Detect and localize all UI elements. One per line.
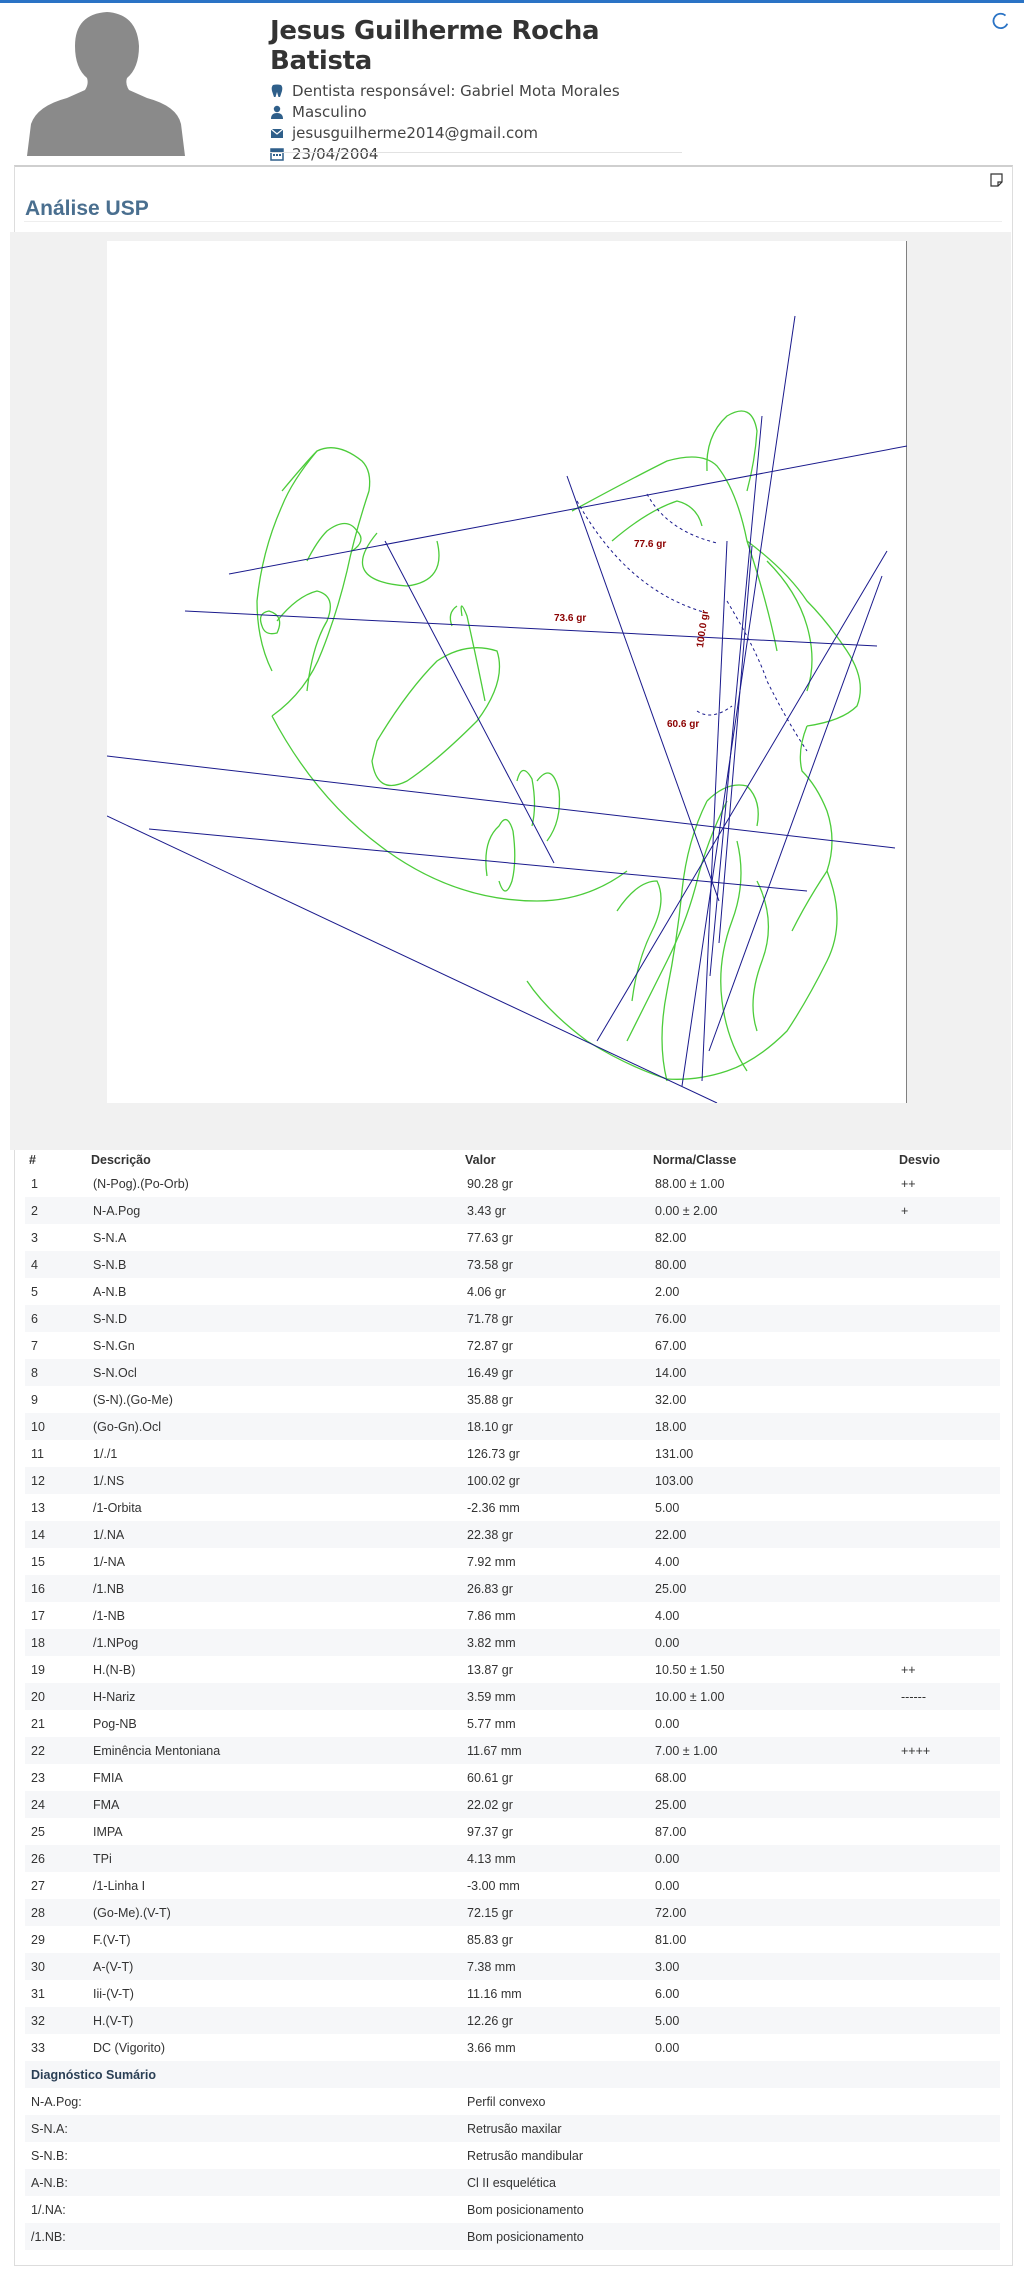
cell-description: 1/.NS: [87, 1467, 461, 1494]
cell-number: 27: [31, 1878, 45, 1893]
cell-number: 19: [31, 1662, 45, 1677]
cell-deviation: [895, 1575, 1000, 1602]
table-row: [25, 1494, 1000, 1521]
cell-number: 10: [25, 1413, 87, 1440]
cell-value: 5.77 mm: [467, 1716, 516, 1731]
diagnosis-measure: A-N.B:: [25, 2169, 461, 2196]
cell-value: 18.10 gr: [461, 1413, 649, 1440]
cell-description: (S-N).(Go-Me): [93, 1392, 173, 1407]
cell-norm: 25.00: [649, 1575, 895, 1602]
angle-label: 100.0 gr: [695, 609, 712, 649]
cell-value: 4.06 gr: [467, 1284, 506, 1299]
cell-value: -3.00 mm: [467, 1878, 520, 1893]
cell-value: 11.67 mm: [461, 1737, 649, 1764]
cell-value: 11.16 mm: [467, 1986, 522, 2001]
table-row: [25, 2007, 1000, 2034]
cell-norm: 32.00: [655, 1392, 687, 1407]
table-row: [25, 1224, 1000, 1251]
cell-deviation: [895, 1899, 1000, 1926]
reference-lines: [107, 316, 907, 1103]
table-row: [25, 1818, 1000, 1845]
cell-deviation: ++++: [895, 1737, 1000, 1764]
cell-norm: 82.00: [655, 1230, 687, 1245]
table-row: [25, 1467, 1000, 1494]
cell-deviation: ------: [895, 1683, 1000, 1710]
diagnosis-measure: S-N.B:: [31, 2148, 68, 2163]
cell-description: (Go-Gn).Ocl: [87, 1413, 461, 1440]
cell-number: 21: [31, 1716, 45, 1731]
cell-number: 26: [25, 1845, 87, 1872]
email-row: [270, 122, 690, 143]
cell-value: 72.15 gr: [461, 1899, 649, 1926]
cell-number: 16: [25, 1575, 87, 1602]
cell-norm: 2.00: [655, 1284, 680, 1299]
cell-number: 15: [31, 1554, 45, 1569]
table-row: [25, 1359, 1000, 1386]
cell-description: A-(V-T): [87, 1953, 461, 1980]
cell-norm: 103.00: [649, 1467, 895, 1494]
cell-number: 13: [31, 1500, 45, 1515]
cell-deviation: ++: [901, 1176, 916, 1191]
cell-value: 35.88 gr: [467, 1392, 513, 1407]
cell-value: 100.02 gr: [461, 1467, 649, 1494]
results-table: [25, 1150, 1000, 2250]
cell-value: 13.87 gr: [467, 1662, 513, 1677]
diagnosis-result: Retrusão mandibular: [467, 2148, 584, 2163]
cell-norm: 10.50 ± 1.50: [655, 1662, 725, 1677]
cell-number: 20: [25, 1683, 87, 1710]
tracing-svg: [107, 241, 907, 1103]
diagnosis-result: Bom posicionamento: [461, 2223, 1000, 2250]
cell-norm: 18.00: [649, 1413, 895, 1440]
cell-norm: 68.00: [655, 1770, 687, 1785]
cell-value: 7.92 mm: [467, 1554, 516, 1569]
cell-description: DC (Vigorito): [93, 2040, 166, 2055]
cell-norm: 76.00: [649, 1305, 895, 1332]
results-body: [25, 1170, 1000, 2061]
cell-description: /1-Linha I: [93, 1878, 146, 1893]
diagnosis-result: Bom posicionamento: [467, 2202, 584, 2217]
col-header-deviation: Desvio: [899, 1153, 940, 1167]
cell-deviation: [895, 1980, 1000, 2007]
table-row: [25, 1386, 1000, 1413]
cell-deviation: [895, 1629, 1000, 1656]
table-row: [25, 1953, 1000, 1980]
table-row: [25, 1845, 1000, 1872]
calendar-icon: [270, 147, 284, 161]
cephalometric-tracing: [107, 241, 907, 1103]
cell-deviation: [895, 1872, 1000, 1899]
table-row: [25, 2034, 1000, 2061]
cell-description: 1/./1: [93, 1446, 118, 1461]
diagnosis-measure: /1.NB:: [25, 2223, 461, 2250]
cell-value: -2.36 mm: [467, 1500, 520, 1515]
user-icon: [270, 105, 284, 119]
cell-value: 3.43 gr: [461, 1197, 649, 1224]
cell-deviation: [895, 1845, 1000, 1872]
cell-number: 33: [31, 2040, 45, 2055]
cell-norm: 87.00: [655, 1824, 687, 1839]
cell-number: 32: [25, 2007, 87, 2034]
cell-deviation: [895, 1332, 1000, 1359]
diagnosis-row: [25, 2115, 1000, 2142]
cell-value: 73.58 gr: [461, 1251, 649, 1278]
table-row: [25, 1737, 1000, 1764]
mail-icon: [270, 126, 284, 140]
cell-number: 14: [25, 1521, 87, 1548]
table-row: [25, 1791, 1000, 1818]
diagnosis-row: [25, 2142, 1000, 2169]
info-divider: [270, 152, 682, 153]
cell-description: Pog-NB: [93, 1716, 137, 1731]
cell-description: FMA: [87, 1791, 461, 1818]
cell-deviation: [895, 1305, 1000, 1332]
col-header-value: Valor: [465, 1153, 496, 1167]
panel-title: Análise USP: [25, 197, 149, 220]
diagnosis-measure: 1/.NA:: [31, 2202, 66, 2217]
cell-description: A-N.B: [93, 1284, 127, 1299]
cell-description: /1-Orbita: [93, 1500, 142, 1515]
cell-deviation: [895, 1251, 1000, 1278]
cell-value: 97.37 gr: [467, 1824, 513, 1839]
cell-description: /1.NPog: [87, 1629, 461, 1656]
birthdate-row: [270, 143, 690, 164]
cell-deviation: +: [895, 1197, 1000, 1224]
note-icon[interactable]: [990, 173, 1003, 187]
cell-deviation: [895, 1494, 1000, 1521]
table-row: [25, 1629, 1000, 1656]
diagnosis-result: Retrusão maxilar: [461, 2115, 1000, 2142]
cell-deviation: [895, 1359, 1000, 1386]
cell-value: 26.83 gr: [461, 1575, 649, 1602]
cell-description: FMIA: [93, 1770, 123, 1785]
cell-number: 5: [31, 1284, 38, 1299]
diagnosis-title: Diagnóstico Sumário: [25, 2061, 1000, 2088]
angle-label: 73.6 gr: [554, 613, 587, 624]
tracing-area: [10, 232, 1011, 1150]
cell-number: 28: [25, 1899, 87, 1926]
cell-norm: 10.00 ± 1.00: [649, 1683, 895, 1710]
col-header-number: #: [29, 1153, 36, 1167]
table-row: [25, 1305, 1000, 1332]
table-row: [25, 1251, 1000, 1278]
col-header-description: Descrição: [91, 1153, 151, 1167]
cell-description: H.(N-B): [93, 1662, 136, 1677]
col-header-norm: Norma/Classe: [653, 1153, 737, 1167]
cell-description: Eminência Mentoniana: [87, 1737, 461, 1764]
cell-deviation: [895, 1278, 1000, 1305]
table-row: [25, 1332, 1000, 1359]
cell-deviation: [895, 1791, 1000, 1818]
cell-norm: 131.00: [655, 1446, 694, 1461]
cell-norm: 4.00: [655, 1554, 680, 1569]
cell-description: 1/-NA: [93, 1554, 125, 1569]
cell-number: 17: [31, 1608, 45, 1623]
cell-description: N-A.Pog: [87, 1197, 461, 1224]
cell-value: 3.82 mm: [461, 1629, 649, 1656]
table-row: [25, 1926, 1000, 1953]
cell-description: S-N.Ocl: [87, 1359, 461, 1386]
cell-description: /1-NB: [93, 1608, 125, 1623]
table-row: [25, 1980, 1000, 2007]
diagnosis-measure: S-N.A:: [25, 2115, 461, 2142]
dentist-row: [270, 80, 690, 101]
cell-value: 77.63 gr: [467, 1230, 513, 1245]
angle-label: 60.6 gr: [667, 719, 700, 730]
diagnosis-body: [25, 2061, 1000, 2250]
table-row: [25, 1170, 1000, 1197]
gender-text: Masculino: [292, 102, 367, 121]
cell-norm: 0.00: [655, 1878, 680, 1893]
cell-norm: 0.00 ± 2.00: [649, 1197, 895, 1224]
cell-deviation: [895, 1602, 1000, 1629]
cell-norm: 25.00: [649, 1791, 895, 1818]
cell-norm: 67.00: [655, 1338, 687, 1353]
table-row: [25, 1440, 1000, 1467]
cell-norm: 7.00 ± 1.00: [649, 1737, 895, 1764]
cell-deviation: [895, 1818, 1000, 1845]
cell-number: 18: [25, 1629, 87, 1656]
angle-arcs: [577, 494, 807, 751]
cell-description: S-N.D: [87, 1305, 461, 1332]
cell-deviation: [895, 1440, 1000, 1467]
cell-description: F.(V-T): [93, 1932, 131, 1947]
table-row: [25, 1656, 1000, 1683]
cell-norm: 14.00: [649, 1359, 895, 1386]
cell-number: 22: [25, 1737, 87, 1764]
table-row: [25, 1899, 1000, 1926]
cell-value: 85.83 gr: [467, 1932, 513, 1947]
patient-name: Jesus Guilherme Rocha Batista: [270, 16, 600, 76]
avatar: [27, 6, 185, 156]
cell-number: 11: [31, 1446, 44, 1461]
cell-norm: 22.00: [649, 1521, 895, 1548]
cell-norm: 72.00: [649, 1899, 895, 1926]
cell-number: 25: [31, 1824, 45, 1839]
cell-value: 4.13 mm: [461, 1845, 649, 1872]
cell-value: 7.86 mm: [467, 1608, 516, 1623]
table-row: [25, 1575, 1000, 1602]
cell-deviation: [895, 1710, 1000, 1737]
table-row: [25, 1197, 1000, 1224]
table-row: [25, 1710, 1000, 1737]
cell-number: 30: [25, 1953, 87, 1980]
cell-value: 16.49 gr: [461, 1359, 649, 1386]
cell-number: 6: [25, 1305, 87, 1332]
cell-value: 7.38 mm: [461, 1953, 649, 1980]
cell-number: 12: [25, 1467, 87, 1494]
cell-description: (Go-Me).(V-T): [87, 1899, 461, 1926]
cell-value: 22.02 gr: [461, 1791, 649, 1818]
table-row: [25, 1872, 1000, 1899]
cell-value: 12.26 gr: [461, 2007, 649, 2034]
cell-norm: 5.00: [649, 2007, 895, 2034]
cell-description: (N-Pog).(Po-Orb): [93, 1176, 189, 1191]
table-row: [25, 1602, 1000, 1629]
table-row: [25, 1278, 1000, 1305]
cell-description: TPi: [87, 1845, 461, 1872]
cell-norm: 4.00: [655, 1608, 680, 1623]
table-row: [25, 1413, 1000, 1440]
cell-value: 72.87 gr: [467, 1338, 513, 1353]
analysis-panel: [14, 165, 1013, 2266]
email-text: jesusguilherme2014@gmail.com: [292, 123, 539, 142]
cell-number: 3: [31, 1230, 38, 1245]
tooth-icon: [270, 84, 284, 98]
cell-number: 31: [31, 1986, 45, 2001]
cell-norm: 88.00 ± 1.00: [655, 1176, 725, 1191]
cell-description: H.(V-T): [87, 2007, 461, 2034]
cell-number: 4: [25, 1251, 87, 1278]
cell-description: S-N.A: [93, 1230, 127, 1245]
cell-description: Iii-(V-T): [93, 1986, 134, 2001]
cell-norm: 0.00: [655, 1716, 680, 1731]
title-divider: [24, 221, 1002, 222]
cell-description: /1.NB: [87, 1575, 461, 1602]
table-header-row: [25, 1150, 1000, 1170]
cell-deviation: [895, 2007, 1000, 2034]
dentist-text: Dentista responsável: Gabriel Mota Morales: [292, 81, 620, 100]
diagnosis-row: [25, 2223, 1000, 2250]
cell-number: 8: [25, 1359, 87, 1386]
cell-value: 126.73 gr: [467, 1446, 520, 1461]
cell-norm: 5.00: [655, 1500, 680, 1515]
table-row: [25, 1764, 1000, 1791]
cell-description: S-N.B: [87, 1251, 461, 1278]
cell-number: 24: [25, 1791, 87, 1818]
cell-value: 3.59 mm: [461, 1683, 649, 1710]
cell-value: 71.78 gr: [461, 1305, 649, 1332]
cell-number: 2: [25, 1197, 87, 1224]
cell-number: 29: [31, 1932, 45, 1947]
angle-label: 77.6 gr: [634, 539, 667, 550]
cell-norm: 0.00: [649, 1629, 895, 1656]
birthdate-text: 23/04/2004: [292, 144, 379, 163]
table-row: [25, 1683, 1000, 1710]
cell-value: 3.66 mm: [467, 2040, 516, 2055]
cell-deviation: [895, 1926, 1000, 1953]
diagnosis-header-row: [25, 2061, 1000, 2088]
cell-number: 9: [31, 1392, 38, 1407]
cell-value: 90.28 gr: [467, 1176, 513, 1191]
refresh-icon[interactable]: [992, 12, 1010, 30]
cell-norm: 3.00: [649, 1953, 895, 1980]
cell-description: S-N.Gn: [93, 1338, 135, 1353]
cell-norm: 0.00: [655, 2040, 680, 2055]
gender-row: [270, 101, 690, 122]
cell-norm: 81.00: [655, 1932, 687, 1947]
table-row: [25, 1548, 1000, 1575]
cell-deviation: [895, 1467, 1000, 1494]
diagnosis-result: Cl II esquelética: [461, 2169, 1000, 2196]
cell-deviation: [895, 1413, 1000, 1440]
cell-value: 60.61 gr: [467, 1770, 513, 1785]
cell-number: 7: [31, 1338, 38, 1353]
cell-number: 23: [31, 1770, 45, 1785]
diagnosis-row: [25, 2169, 1000, 2196]
diagnosis-row: [25, 2088, 1000, 2115]
cell-description: 1/.NA: [87, 1521, 461, 1548]
cell-description: H-Nariz: [87, 1683, 461, 1710]
cell-norm: 6.00: [655, 1986, 680, 2001]
cell-deviation: [895, 1521, 1000, 1548]
cell-deviation: [895, 1548, 1000, 1575]
top-accent-bar: [0, 0, 1024, 3]
angle-labels: [554, 539, 711, 730]
cell-deviation: [895, 1953, 1000, 1980]
cell-deviation: [895, 1224, 1000, 1251]
cell-deviation: [895, 2034, 1000, 2061]
cell-deviation: [895, 1386, 1000, 1413]
cell-deviation: [895, 1764, 1000, 1791]
cell-norm: 80.00: [649, 1251, 895, 1278]
cell-deviation: ++: [901, 1662, 916, 1677]
diagnosis-row: [25, 2196, 1000, 2223]
patient-info: [270, 16, 690, 185]
cell-value: 22.38 gr: [461, 1521, 649, 1548]
cell-number: 1: [31, 1176, 38, 1191]
cell-norm: 0.00: [649, 1845, 895, 1872]
cell-description: IMPA: [93, 1824, 123, 1839]
table-row: [25, 1521, 1000, 1548]
diagnosis-measure: N-A.Pog:: [31, 2094, 82, 2109]
diagnosis-result: Perfil convexo: [467, 2094, 546, 2109]
